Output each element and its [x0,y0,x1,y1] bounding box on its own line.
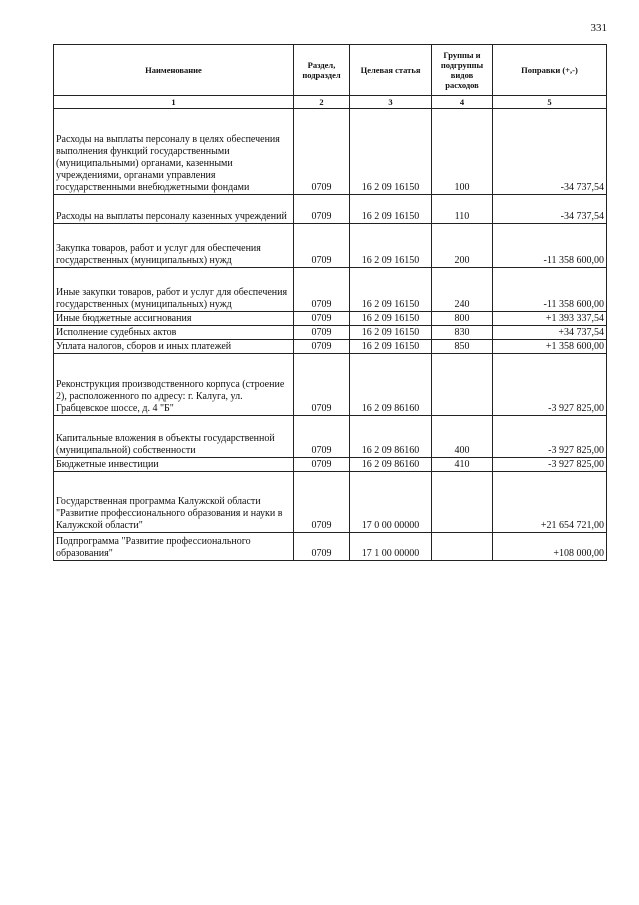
row-name: Уплата налогов, сборов и иных платежей [54,340,294,354]
column-number: 1 [54,96,294,109]
row-target: 16 2 09 16150 [350,224,432,268]
row-group: 400 [432,416,493,458]
table-row [54,416,607,458]
column-number: 2 [294,96,350,109]
row-group [432,472,493,533]
table-row [54,312,607,326]
row-section: 0709 [294,416,350,458]
row-amount: +21 654 721,00 [493,472,607,533]
row-group: 830 [432,326,493,340]
row-amount: -3 927 825,00 [493,416,607,458]
row-section: 0709 [294,312,350,326]
row-name: Закупка товаров, работ и услуг для обеспечения государственных (муниципальных) нужд [54,224,294,268]
header-row [54,45,607,96]
row-group: 110 [432,195,493,224]
row-section: 0709 [294,109,350,195]
table-row [54,224,607,268]
row-section: 0709 [294,224,350,268]
row-group: 850 [432,340,493,354]
row-target: 16 2 09 16150 [350,195,432,224]
row-section: 0709 [294,326,350,340]
header-amendments: Поправки (+,-) [493,45,607,96]
header-groups: Группы и подгруппы видов расходов [432,45,493,96]
row-amount: -3 927 825,00 [493,354,607,416]
column-number: 5 [493,96,607,109]
row-target: 17 1 00 00000 [350,533,432,561]
row-amount: +1 358 600,00 [493,340,607,354]
row-section: 0709 [294,354,350,416]
row-target: 16 2 09 86160 [350,416,432,458]
page-number: 331 [590,22,607,34]
row-section: 0709 [294,268,350,312]
table-row [54,458,607,472]
header-target: Целевая статья [350,45,432,96]
table-row [54,354,607,416]
row-target: 16 2 09 86160 [350,458,432,472]
header-section: Раздел, подраздел [294,45,350,96]
row-name: Исполнение судебных актов [54,326,294,340]
row-target: 16 2 09 86160 [350,354,432,416]
row-section: 0709 [294,340,350,354]
row-name: Государственная программа Калужской области "Развитие профессионального образования и науки в Калужской области" [54,472,294,533]
row-target: 17 0 00 00000 [350,472,432,533]
column-number: 4 [432,96,493,109]
row-amount: -11 358 600,00 [493,268,607,312]
row-amount: +1 393 337,54 [493,312,607,326]
row-group: 100 [432,109,493,195]
row-section: 0709 [294,458,350,472]
table-row [54,268,607,312]
row-amount: +34 737,54 [493,326,607,340]
row-amount: -34 737,54 [493,195,607,224]
row-group: 410 [432,458,493,472]
table-row [54,326,607,340]
row-name: Расходы на выплаты персоналу в целях обеспечения выполнения функций государственными (муниципальными) органами, казенными учреждениями, органами управления государственными внебюджетными фондами [54,109,294,195]
table-row [54,472,607,533]
row-amount: -11 358 600,00 [493,224,607,268]
row-group: 200 [432,224,493,268]
table-row [54,195,607,224]
table-row [54,109,607,195]
row-amount: -34 737,54 [493,109,607,195]
row-name: Иные бюджетные ассигнования [54,312,294,326]
row-amount: -3 927 825,00 [493,458,607,472]
row-section: 0709 [294,195,350,224]
row-section: 0709 [294,472,350,533]
row-name: Иные закупки товаров, работ и услуг для обеспечения государственных (муниципальных) нужд [54,268,294,312]
row-target: 16 2 09 16150 [350,268,432,312]
row-group: 800 [432,312,493,326]
column-number: 3 [350,96,432,109]
table-row [54,533,607,561]
row-amount: +108 000,00 [493,533,607,561]
row-name: Капитальные вложения в объекты государственной (муниципальной) собственности [54,416,294,458]
header-name: Наименование [54,45,294,96]
row-target: 16 2 09 16150 [350,109,432,195]
budget-amendments-table [53,44,607,561]
row-group [432,533,493,561]
table-row [54,340,607,354]
row-target: 16 2 09 16150 [350,312,432,326]
row-target: 16 2 09 16150 [350,340,432,354]
row-name: Расходы на выплаты персоналу казенных учреждений [54,195,294,224]
row-name: Реконструкция производственного корпуса (строение 2), расположенного по адресу: г. Калуга, ул. Грабцевское шоссе, д. 4 "Б" [54,354,294,416]
column-numbers-row [54,96,607,109]
row-section: 0709 [294,533,350,561]
row-name: Бюджетные инвестиции [54,458,294,472]
row-group [432,354,493,416]
row-target: 16 2 09 16150 [350,326,432,340]
row-group: 240 [432,268,493,312]
row-name: Подпрограмма "Развитие профессионального образования" [54,533,294,561]
